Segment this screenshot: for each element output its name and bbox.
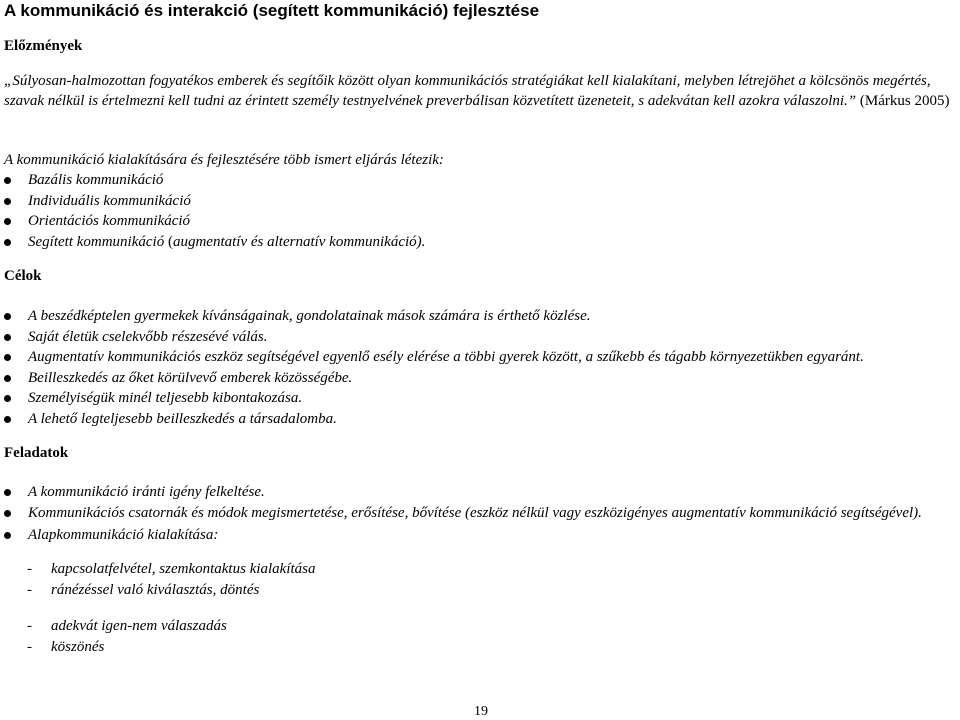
bullet-icon (4, 489, 11, 496)
list-item: Saját életük cselekvőbb részesévé válás. (4, 327, 956, 348)
bullet-icon (4, 395, 11, 402)
section-heading-elozmenyek: Előzmények (4, 38, 83, 54)
bullet-icon (4, 354, 11, 361)
list-item: A lehető legteljesebb beilleszkedés a társadalomba. (4, 409, 956, 430)
list-item: Individuális kommunikáció (4, 191, 956, 212)
bullet-icon (4, 198, 11, 205)
quote-text: „Súlyosan-halmozottan fogyatékos emberek és segítőik között olyan kommunikációs stratégiákat kell kialakítani, melyben létrejöhet a kölcsönös megértés, szavak nélkül is értelmezni kell tudni az érintett személy testnyelvének preverbálisan közvetített üzeneteit, s adekvátan kell azokra válaszolni.” (4, 73, 931, 109)
list-item: - adekvát igen-nem válaszadás (27, 616, 227, 637)
tasks-list (4, 482, 956, 545)
methods-list (4, 170, 956, 252)
dash-marker: - (27, 639, 32, 655)
bullet-icon (4, 218, 11, 225)
list-item: A beszédképtelen gyermekek kívánságainak, gondolatainak mások számára is érthető közlése. (4, 306, 956, 327)
goals-list (4, 306, 956, 429)
bullet-icon (4, 334, 11, 341)
quote-citation: (Márkus 2005) (856, 93, 950, 109)
list-item: Segített kommunikáció (augmentatív és alternatív kommunikáció). (4, 232, 956, 253)
list-item: Orientációs kommunikáció (4, 211, 956, 232)
basic-communication-subitems (27, 559, 316, 601)
dash-marker: - (27, 582, 32, 598)
dash-marker: - (27, 561, 32, 577)
list-item: - ránézéssel való kiválasztás, döntés (27, 580, 316, 601)
list-item: - köszönés (27, 637, 227, 658)
response-subitems (27, 616, 227, 658)
section-heading-feladatok: Feladatok (4, 445, 69, 461)
bullet-icon (4, 375, 11, 382)
document-title: A kommunikáció és interakció (segített kommunikáció) fejlesztése (4, 1, 540, 20)
section-heading-celok: Célok (4, 268, 42, 284)
bullet-icon (4, 313, 11, 320)
dash-marker: - (27, 618, 32, 634)
list-item: Alapkommunikáció kialakítása: (4, 525, 956, 546)
list-item: Bazális kommunikáció (4, 170, 956, 191)
bullet-icon (4, 510, 11, 517)
bullet-icon (4, 416, 11, 423)
bullet-icon (4, 532, 11, 539)
list-item: Augmentatív kommunikációs eszköz segítségével egyenlő esély elérése a többi gyerek között, a szűkebb és tágabb környezetükben egyaránt. (4, 347, 956, 368)
quote-paragraph (4, 71, 956, 111)
bullet-icon (4, 177, 11, 184)
page-number: 19 (474, 704, 488, 719)
document-page (4, 0, 956, 719)
list-item: A kommunikáció iránti igény felkeltése. (4, 482, 956, 503)
list-item: Kommunikációs csatornák és módok megismertetése, erősítése, bővítése (eszköz nélkül vagy eszközigényes augmentatív kommunikáció segítségével). (4, 503, 956, 524)
methods-intro: A kommunikáció kialakítására és fejlesztésére több ismert eljárás létezik: (4, 152, 444, 168)
list-item: - kapcsolatfelvétel, szemkontaktus kialakítása (27, 559, 316, 580)
list-item: Beilleszkedés az őket körülvevő emberek közösségébe. (4, 368, 956, 389)
list-item: Személyiségük minél teljesebb kibontakozása. (4, 388, 956, 409)
bullet-icon (4, 239, 11, 246)
